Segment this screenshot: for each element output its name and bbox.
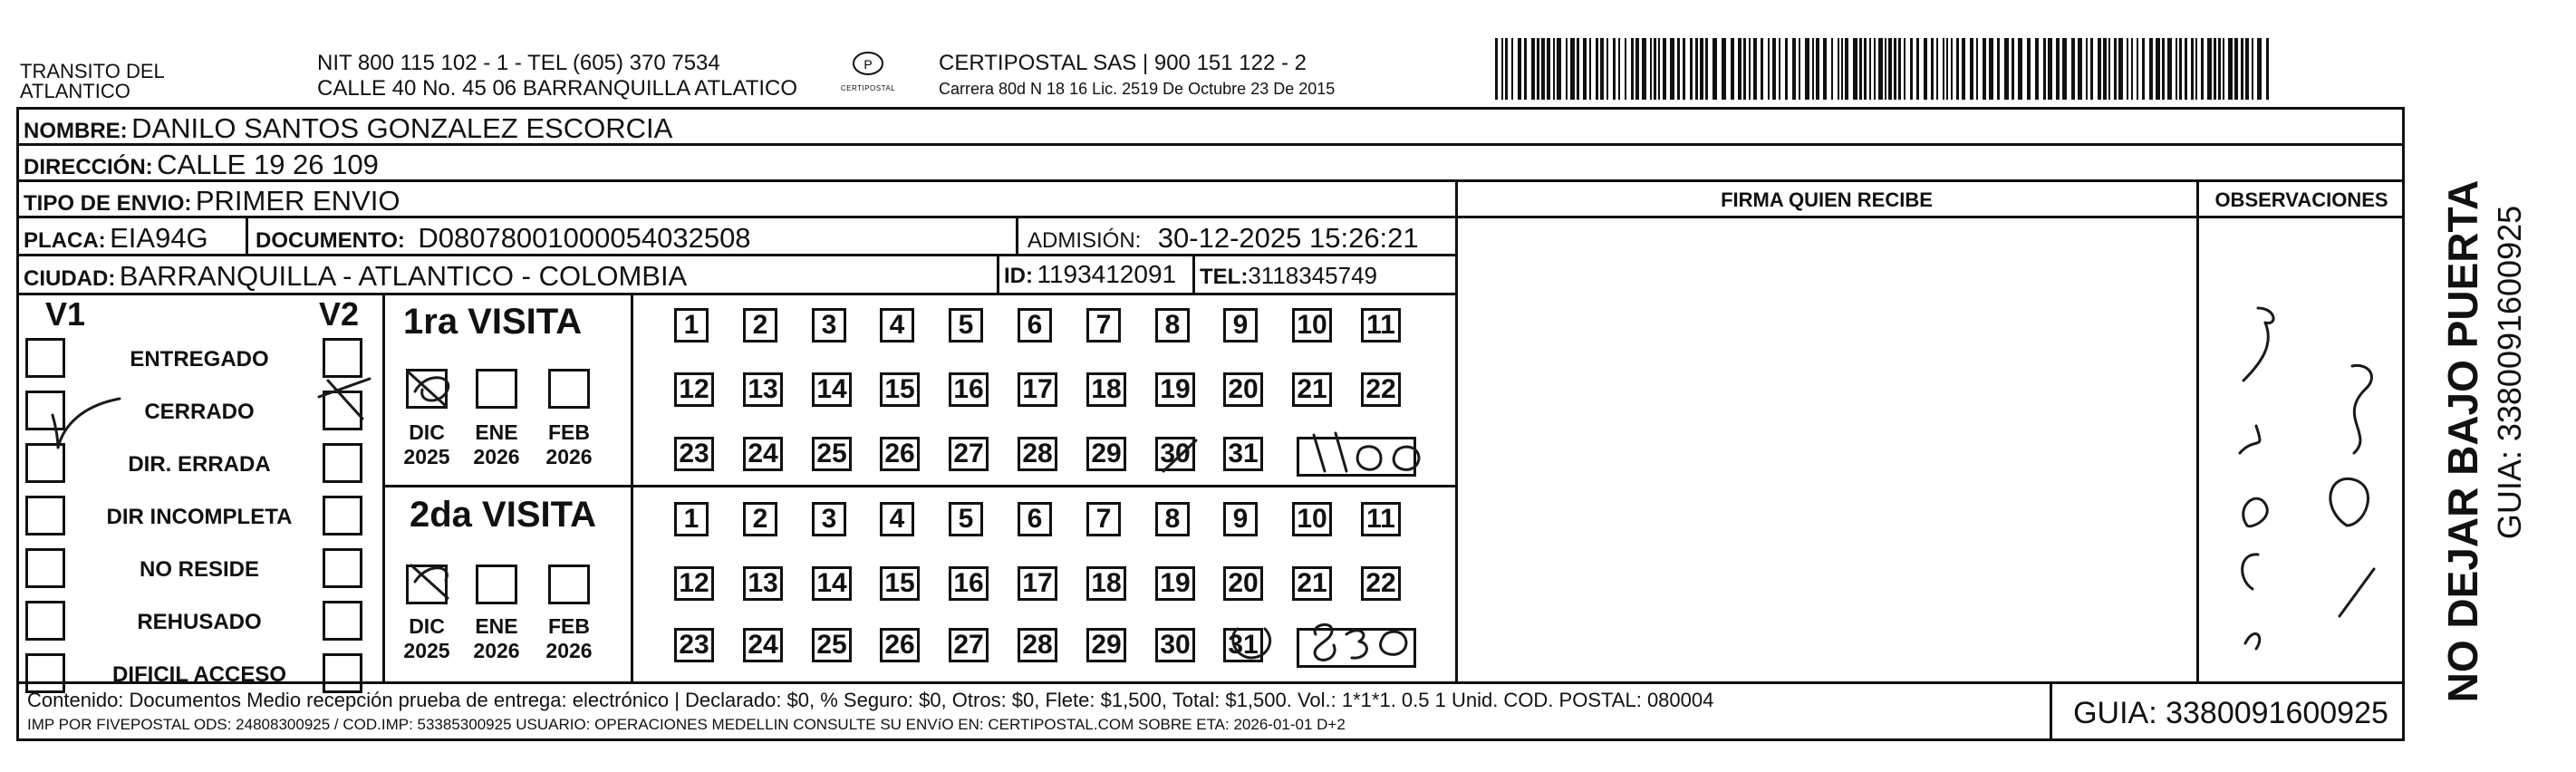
day-checkbox[interactable]: 19 bbox=[1155, 372, 1195, 407]
tipo-label: TIPO DE ENVIO: bbox=[24, 191, 192, 216]
day-checkbox[interactable]: 12 bbox=[674, 566, 714, 601]
day-checkbox[interactable]: 22 bbox=[1361, 372, 1401, 407]
day-checkbox[interactable]: 1 bbox=[674, 308, 709, 343]
day-checkbox[interactable]: 22 bbox=[1361, 566, 1401, 601]
v2-label: V2 bbox=[319, 295, 360, 333]
day-checkbox[interactable]: 3 bbox=[812, 502, 846, 536]
day-checkbox[interactable]: 15 bbox=[880, 372, 920, 407]
day-checkbox[interactable]: 28 bbox=[1018, 628, 1057, 662]
day-checkbox[interactable]: 20 bbox=[1223, 372, 1263, 407]
day-checkbox[interactable]: 17 bbox=[1018, 372, 1057, 407]
visit-2-title: 2da VISITA bbox=[410, 495, 596, 535]
day-checkbox[interactable]: 14 bbox=[812, 566, 852, 601]
day-checkbox[interactable]: 10 bbox=[1292, 308, 1332, 343]
observaciones-header: OBSERVACIONES bbox=[2214, 188, 2388, 211]
ciudad-value: BARRANQUILLA - ATLANTICO - COLOMBIA bbox=[119, 260, 688, 292]
placa-value: EIA94G bbox=[110, 222, 208, 254]
day-checkbox[interactable]: 13 bbox=[743, 566, 783, 601]
status-label: NO RESIDE bbox=[139, 557, 260, 582]
tel-value: 3118345749 bbox=[1248, 262, 1377, 289]
visit-1-title: 1ra VISITA bbox=[403, 302, 583, 342]
day-checkbox[interactable]: 8 bbox=[1155, 502, 1190, 536]
day-checkbox[interactable]: 28 bbox=[1018, 437, 1057, 471]
month-name: FEB bbox=[548, 614, 590, 638]
month-year: 2026 bbox=[473, 639, 520, 662]
logo-text: CERTIPOSTAL bbox=[840, 84, 896, 92]
day-checkbox[interactable]: 2 bbox=[743, 308, 777, 343]
day-checkbox[interactable]: 6 bbox=[1018, 308, 1052, 343]
id-value: 1193412091 bbox=[1037, 260, 1177, 288]
month-year: 2025 bbox=[403, 639, 450, 662]
day-checkbox[interactable]: 30 bbox=[1155, 437, 1195, 471]
day-checkbox[interactable]: 27 bbox=[949, 628, 989, 662]
day-checkbox[interactable]: 18 bbox=[1086, 566, 1126, 601]
address-line: CALLE 40 No. 45 06 BARRANQUILLA ATLATICO bbox=[317, 76, 798, 101]
ciudad-label: CIUDAD: bbox=[24, 266, 116, 291]
status-label: DIR. ERRADA bbox=[128, 452, 271, 477]
day-checkbox[interactable]: 19 bbox=[1155, 566, 1195, 601]
day-checkbox[interactable]: 4 bbox=[880, 502, 914, 536]
admision-label: ADMISIÓN: bbox=[1028, 228, 1142, 253]
day-checkbox[interactable]: 24 bbox=[743, 628, 783, 662]
license-line: Carrera 80d N 18 16 Lic. 2519 De Octubre 23 De 2015 bbox=[939, 80, 1336, 98]
status-label: REHUSADO bbox=[137, 610, 262, 634]
day-checkbox[interactable]: 17 bbox=[1018, 566, 1057, 601]
day-checkbox[interactable]: 3 bbox=[812, 308, 846, 343]
sender-name: TRANSITO DEL ATLANTICO bbox=[20, 60, 165, 102]
direccion-value: CALLE 19 26 109 bbox=[157, 149, 379, 180]
month-name: FEB bbox=[548, 420, 590, 444]
day-checkbox[interactable]: 26 bbox=[880, 437, 920, 471]
day-checkbox[interactable]: 20 bbox=[1223, 566, 1263, 601]
day-checkbox[interactable]: 25 bbox=[812, 628, 852, 662]
day-checkbox[interactable]: 16 bbox=[949, 566, 989, 601]
imp-line: IMP POR FIVEPOSTAL ODS: 24808300925 / COD.IMP: 53385300925 USUARIO: OPERACIONES MEDELLIN CONSULTE SU ENVíO EN: CERTIPOSTAL.COM SOBRE ETA: 2026-01-01 D+2 bbox=[27, 716, 1346, 733]
month-year: 2025 bbox=[403, 445, 450, 468]
day-checkbox[interactable]: 23 bbox=[674, 437, 714, 471]
status-label: CERRADO bbox=[144, 400, 255, 424]
day-checkbox[interactable]: 5 bbox=[949, 308, 983, 343]
day-checkbox[interactable]: 14 bbox=[812, 372, 852, 407]
day-checkbox[interactable]: 6 bbox=[1018, 502, 1052, 536]
day-checkbox[interactable]: 5 bbox=[949, 502, 983, 536]
admision-value: 30-12-2025 15:26:21 bbox=[1157, 222, 1419, 254]
day-checkbox[interactable]: 27 bbox=[949, 437, 989, 471]
direccion-label: DIRECCIÓN: bbox=[24, 155, 153, 179]
status-label: DIR INCOMPLETA bbox=[106, 505, 293, 529]
day-checkbox[interactable]: 12 bbox=[674, 372, 714, 407]
tel-label: TEL: bbox=[1200, 265, 1249, 289]
day-checkbox[interactable]: 4 bbox=[880, 308, 914, 343]
nombre-value: DANILO SANTOS GONZALEZ ESCORCIA bbox=[131, 112, 673, 144]
day-checkbox[interactable]: 21 bbox=[1292, 372, 1332, 407]
status-label: ENTREGADO bbox=[130, 347, 269, 372]
company-name: CERTIPOSTAL SAS | 900 151 122 - 2 bbox=[939, 51, 1307, 75]
day-checkbox[interactable]: 11 bbox=[1361, 502, 1401, 536]
day-checkbox[interactable]: 13 bbox=[743, 372, 783, 407]
day-checkbox[interactable]: 7 bbox=[1086, 308, 1121, 343]
nombre-label: NOMBRE: bbox=[24, 119, 128, 143]
day-checkbox[interactable]: 1 bbox=[674, 502, 709, 536]
day-checkbox[interactable]: 18 bbox=[1086, 372, 1126, 407]
status-label: DIFICIL ACCESO bbox=[111, 662, 286, 687]
month-name: DIC bbox=[409, 614, 445, 638]
day-checkbox[interactable]: 23 bbox=[674, 628, 714, 662]
day-checkbox[interactable]: 30 bbox=[1155, 628, 1195, 662]
day-checkbox[interactable]: 31 bbox=[1223, 628, 1263, 662]
day-checkbox[interactable]: 29 bbox=[1086, 628, 1126, 662]
day-checkbox[interactable]: 9 bbox=[1223, 502, 1258, 536]
day-checkbox[interactable]: 15 bbox=[880, 566, 920, 601]
month-name: ENE bbox=[475, 614, 518, 638]
nit-line: NIT 800 115 102 - 1 - TEL (605) 370 7534 bbox=[317, 51, 720, 75]
footer-guia: GUIA: 3380091600925 bbox=[2073, 696, 2388, 730]
svg-text:P: P bbox=[863, 57, 873, 72]
contenido-line: Contenido: Documentos Medio recepción prueba de entrega: electrónico | Declarado: $0, % Seguro: $0, Otros: $0, Flete: $1,500, Total: $1,500. Vol.: 1*1*1. 0.5 1 Unid. COD. POSTAL: 080004 bbox=[27, 689, 1714, 711]
day-checkbox[interactable]: 25 bbox=[812, 437, 852, 471]
day-checkbox[interactable]: 10 bbox=[1292, 502, 1332, 536]
day-checkbox[interactable]: 21 bbox=[1292, 566, 1332, 601]
documento-value: D08078001000054032508 bbox=[418, 222, 751, 254]
day-checkbox[interactable]: 26 bbox=[880, 628, 920, 662]
month-name: ENE bbox=[475, 420, 518, 444]
v1-label: V1 bbox=[45, 295, 86, 333]
id-label: ID: bbox=[1004, 264, 1033, 288]
day-checkbox[interactable]: 2 bbox=[743, 502, 777, 536]
day-checkbox[interactable]: 16 bbox=[949, 372, 989, 407]
day-checkbox[interactable]: 31 bbox=[1223, 437, 1263, 471]
month-year: 2026 bbox=[545, 639, 593, 662]
documento-label: DOCUMENTO: bbox=[256, 228, 405, 253]
day-checkbox[interactable]: 29 bbox=[1086, 437, 1126, 471]
firma-header: FIRMA QUIEN RECIBE bbox=[1721, 188, 1933, 211]
day-checkbox[interactable]: 8 bbox=[1155, 308, 1190, 343]
side-no-dejar: NO DEJAR BAJO PUERTA bbox=[2439, 179, 2486, 703]
day-checkbox[interactable]: 11 bbox=[1361, 308, 1401, 343]
placa-label: PLACA: bbox=[24, 228, 106, 253]
day-checkbox[interactable]: 9 bbox=[1223, 308, 1258, 343]
side-guia: GUIA: 3380091600925 bbox=[2491, 205, 2528, 540]
month-year: 2026 bbox=[545, 445, 593, 468]
month-year: 2026 bbox=[473, 445, 520, 468]
day-checkbox[interactable]: 24 bbox=[743, 437, 783, 471]
tipo-value: PRIMER ENVIO bbox=[195, 185, 400, 217]
month-name: DIC bbox=[409, 420, 445, 444]
day-checkbox[interactable]: 7 bbox=[1086, 502, 1121, 536]
